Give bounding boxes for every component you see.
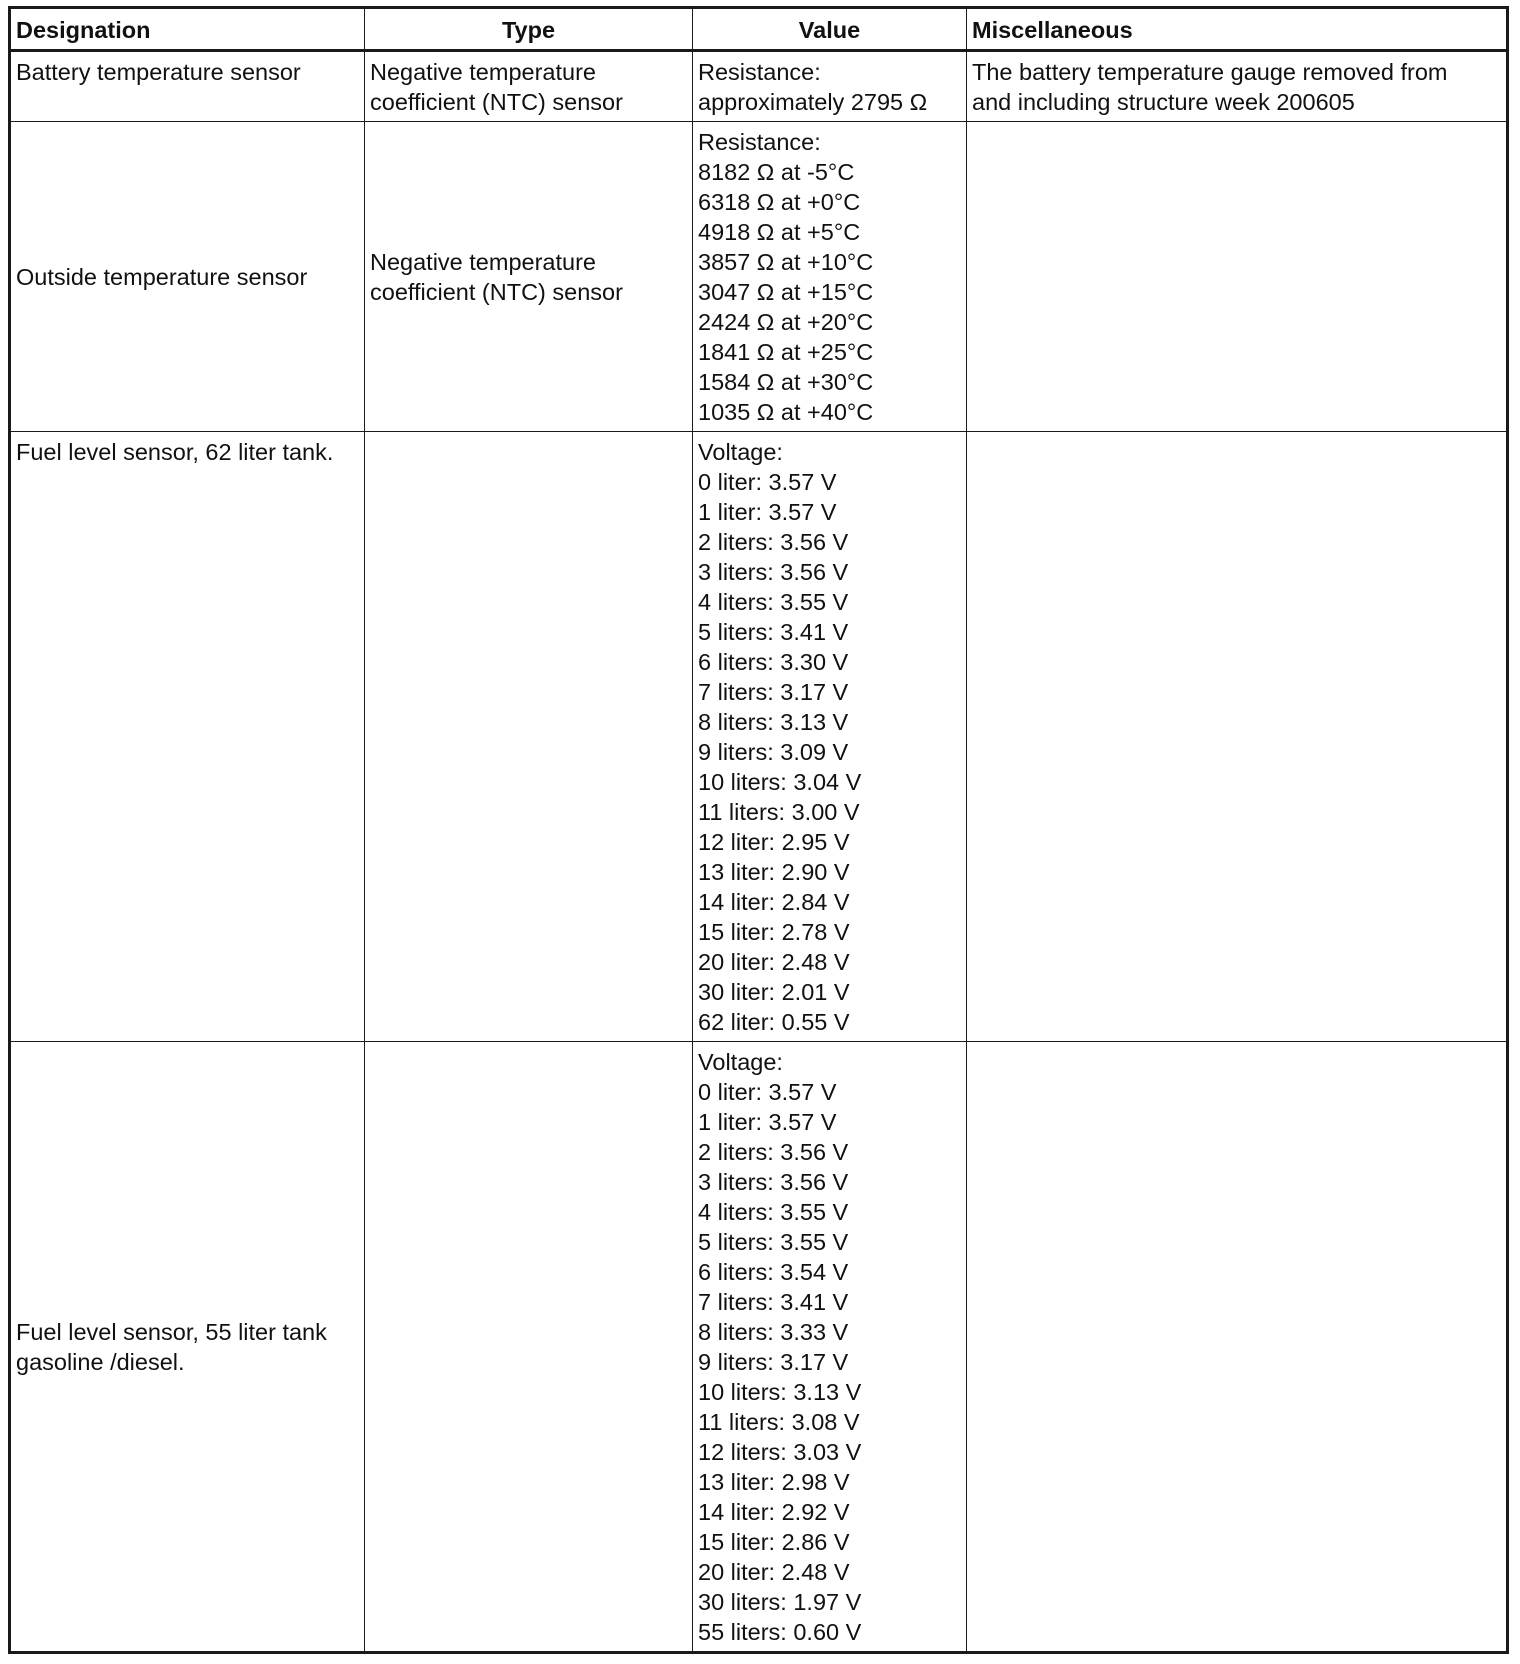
cell-miscellaneous [967, 1042, 1508, 1653]
header-type: Type [365, 8, 693, 51]
cell-value [693, 122, 967, 432]
cell-designation [10, 432, 365, 1042]
cell-line: 11 liters: 3.00 V [698, 799, 860, 825]
cell-line: Resistance: [698, 59, 821, 85]
cell-type [365, 51, 693, 122]
cell-designation [10, 1042, 365, 1653]
cell-line: 15 liter: 2.78 V [698, 919, 850, 945]
cell-line: 9 liters: 3.17 V [698, 1349, 849, 1375]
cell-type [365, 432, 693, 1042]
cell-designation [10, 122, 365, 432]
cell-line: and including structure week 200605 [972, 89, 1355, 115]
header-designation: Designation [10, 8, 365, 51]
table-row [10, 1042, 1508, 1653]
cell-line: 3047 Ω at +15°C [698, 279, 874, 305]
cell-line: 15 liter: 2.86 V [698, 1529, 850, 1555]
cell-line: Resistance: [698, 129, 821, 155]
cell-line: 7 liters: 3.41 V [698, 1289, 849, 1315]
cell-line: 12 liter: 2.95 V [698, 829, 850, 855]
cell-line: 1841 Ω at +25°C [698, 339, 874, 365]
cell-line: 7 liters: 3.17 V [698, 679, 849, 705]
cell-miscellaneous [967, 432, 1508, 1042]
cell-line: 8 liters: 3.33 V [698, 1319, 849, 1345]
table-row [10, 122, 1508, 432]
cell-value [693, 1042, 967, 1653]
cell-line: approximately 2795 Ω [698, 89, 928, 115]
cell-line: 1584 Ω at +30°C [698, 369, 874, 395]
cell-line: Voltage: [698, 1049, 783, 1075]
cell-line: 2424 Ω at +20°C [698, 309, 874, 335]
cell-miscellaneous [967, 51, 1508, 122]
cell-line: The battery temperature gauge removed from [972, 59, 1448, 85]
cell-line: 6318 Ω at +0°C [698, 189, 861, 215]
cell-line: Battery temperature sensor [16, 59, 301, 85]
cell-line: 5 liters: 3.41 V [698, 619, 849, 645]
cell-line: 1035 Ω at +40°C [698, 399, 874, 425]
cell-line: 6 liters: 3.54 V [698, 1259, 849, 1285]
cell-line: 2 liters: 3.56 V [698, 1139, 849, 1165]
cell-line: 20 liter: 2.48 V [698, 949, 850, 975]
sensor-spec-table [8, 6, 1509, 1654]
cell-designation [10, 51, 365, 122]
cell-type [365, 122, 693, 432]
table-row [10, 432, 1508, 1042]
cell-value [693, 432, 967, 1042]
cell-line: 3 liters: 3.56 V [698, 1169, 849, 1195]
cell-line: coefficient (NTC) sensor [370, 278, 623, 305]
cell-line: 9 liters: 3.09 V [698, 739, 849, 765]
cell-line: 13 liter: 2.98 V [698, 1469, 850, 1495]
cell-line: 13 liter: 2.90 V [698, 859, 850, 885]
cell-miscellaneous [967, 122, 1508, 432]
cell-line: Voltage: [698, 439, 783, 465]
header-miscellaneous: Miscellaneous [967, 8, 1508, 51]
cell-line: 8 liters: 3.13 V [698, 709, 849, 735]
cell-line: 3857 Ω at +10°C [698, 249, 874, 275]
cell-line: gasoline /diesel. [16, 1348, 185, 1375]
cell-line: Fuel level sensor, 62 liter tank. [16, 439, 334, 465]
cell-line: 30 liters: 1.97 V [698, 1589, 862, 1615]
cell-line: 10 liters: 3.04 V [698, 769, 862, 795]
cell-line: Negative temperature [370, 248, 596, 275]
cell-line: 5 liters: 3.55 V [698, 1229, 849, 1255]
cell-line: 30 liter: 2.01 V [698, 979, 850, 1005]
cell-line: coefficient (NTC) sensor [370, 89, 623, 115]
cell-line: Outside temperature sensor [16, 263, 308, 290]
cell-line: 1 liter: 3.57 V [698, 1109, 837, 1135]
cell-line: 3 liters: 3.56 V [698, 559, 849, 585]
cell-line: 4 liters: 3.55 V [698, 1199, 849, 1225]
cell-line: 10 liters: 3.13 V [698, 1379, 862, 1405]
cell-line: 62 liter: 0.55 V [698, 1009, 850, 1035]
cell-line: 14 liter: 2.92 V [698, 1499, 850, 1525]
cell-line: 20 liter: 2.48 V [698, 1559, 850, 1585]
cell-line: 12 liters: 3.03 V [698, 1439, 862, 1465]
cell-line: 4 liters: 3.55 V [698, 589, 849, 615]
cell-line: 0 liter: 3.57 V [698, 1079, 837, 1105]
cell-type [365, 1042, 693, 1653]
cell-line: 1 liter: 3.57 V [698, 499, 837, 525]
cell-line: 14 liter: 2.84 V [698, 889, 850, 915]
cell-line: Negative temperature [370, 59, 596, 85]
table-row [10, 51, 1508, 122]
header-row [10, 8, 1508, 51]
cell-line: 8182 Ω at -5°C [698, 159, 855, 185]
cell-line: 0 liter: 3.57 V [698, 469, 837, 495]
cell-line: 4918 Ω at +5°C [698, 219, 861, 245]
header-value: Value [693, 8, 967, 51]
cell-line: 11 liters: 3.08 V [698, 1409, 860, 1435]
cell-line: 2 liters: 3.56 V [698, 529, 849, 555]
cell-line: 6 liters: 3.30 V [698, 649, 849, 675]
cell-value [693, 51, 967, 122]
cell-line: Fuel level sensor, 55 liter tank [16, 1318, 327, 1345]
cell-line: 55 liters: 0.60 V [698, 1619, 862, 1645]
